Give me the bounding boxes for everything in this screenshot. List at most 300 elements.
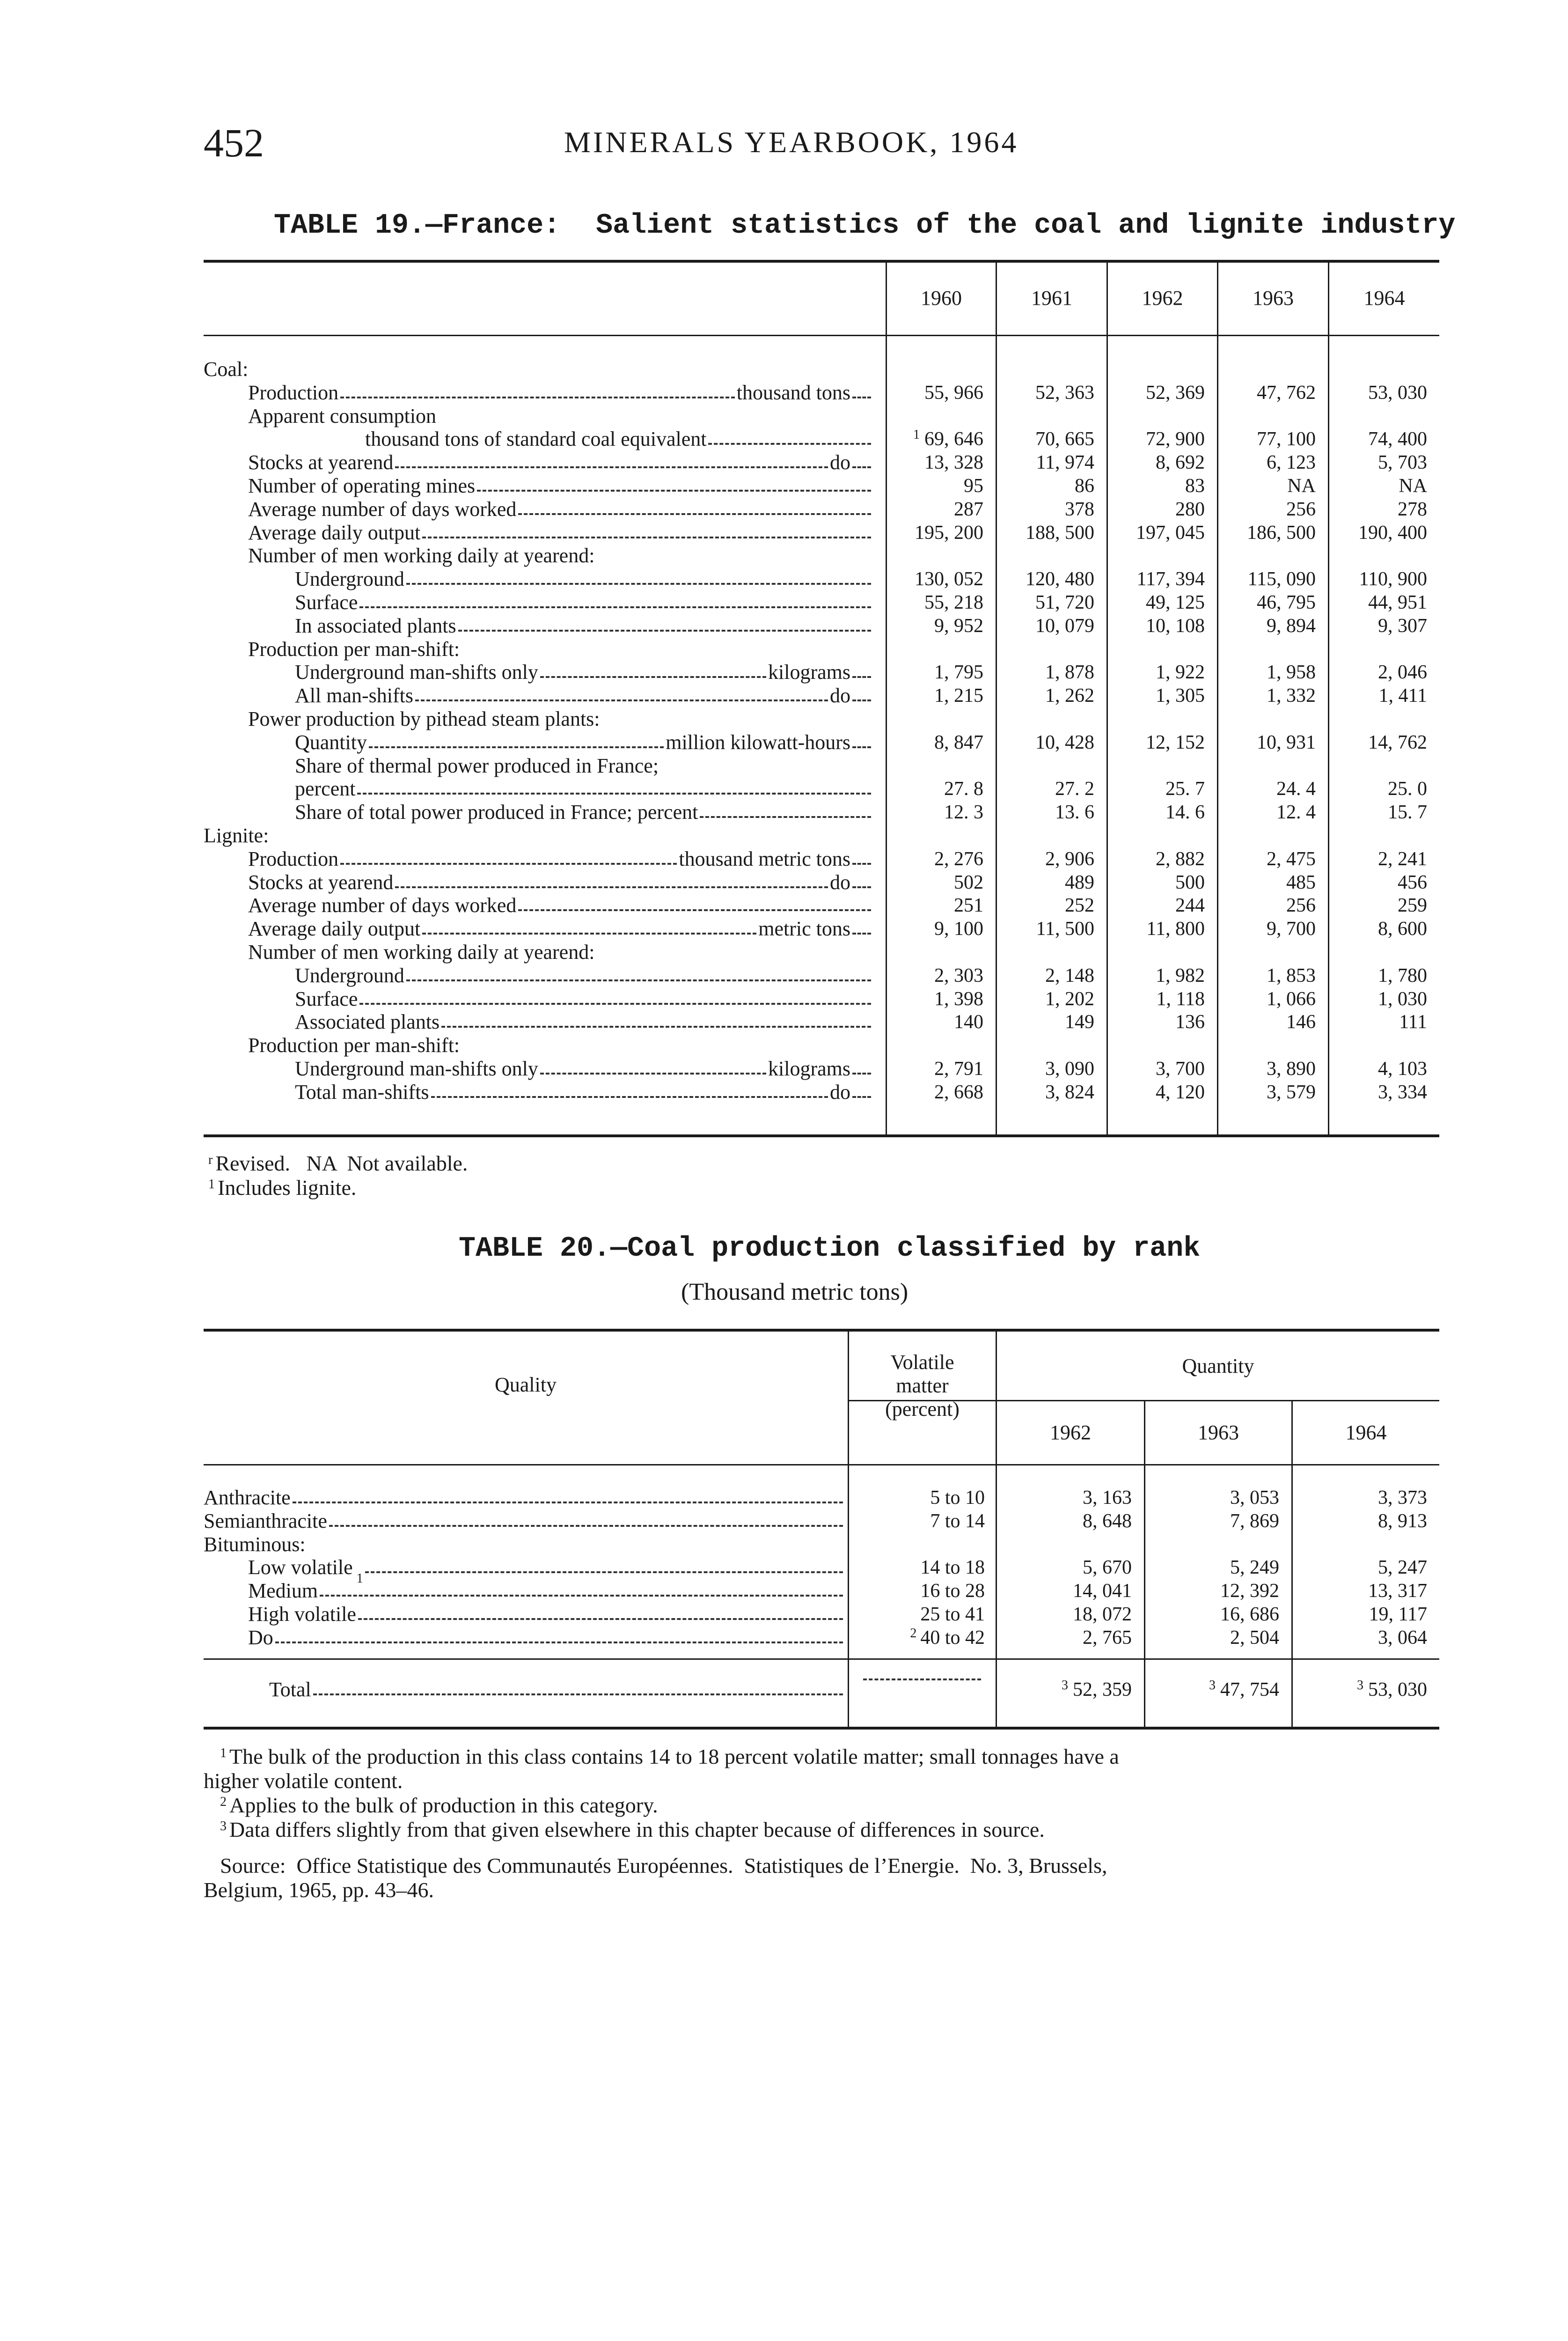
table-row (204, 568, 1439, 590)
table-row (204, 591, 1439, 614)
row-unit: metric tons (758, 917, 850, 940)
value-cell-1960: 13, 328 (924, 452, 983, 473)
table-row (204, 964, 1439, 987)
value-cell-1962: 72, 900 (1146, 428, 1205, 450)
value-cell-1961: 3, 090 (1045, 1058, 1094, 1080)
value-cell-1960: 287 (954, 499, 983, 520)
row-label (248, 894, 873, 917)
row-label-text: All man-shifts (295, 684, 413, 707)
value-cell-1964: 2, 241 (1378, 848, 1427, 870)
value-cell-1963: NA (1287, 475, 1316, 497)
dot-leader (852, 466, 871, 468)
row-label-text: Production (248, 847, 339, 870)
section-heading (204, 1533, 1439, 1556)
value-cell-1963: 3, 579 (1267, 1082, 1316, 1103)
journal-title: MINERALS YEARBOOK, 1964 (564, 125, 1019, 159)
row-label-text: thousand tons of standard coal equivalent (365, 427, 707, 450)
value-cell-1962: 49, 125 (1146, 592, 1205, 613)
dot-leader (852, 397, 871, 398)
dot-leader (852, 699, 871, 701)
table19-body (204, 358, 1439, 1131)
table-row (204, 1510, 1439, 1532)
value-cell-1963: 186, 500 (1247, 522, 1316, 544)
row-label (248, 498, 873, 521)
value-cell-1964: 456 (1398, 872, 1427, 893)
quantity-cell-1962: 2, 765 (1083, 1627, 1132, 1649)
table19-head-rule (204, 335, 1439, 336)
table-row (204, 475, 1439, 497)
volatile-cell (849, 1627, 985, 1649)
volatile-cell: 7 to 14 (930, 1510, 985, 1532)
section-heading (204, 708, 1439, 730)
value-cell-1964: 44, 951 (1368, 592, 1427, 613)
row-label-text: Anthracite (204, 1486, 291, 1509)
value-cell-1962: 1, 982 (1156, 965, 1205, 986)
year-header-1961: 1961 (1031, 287, 1072, 309)
value-cell-1961: 27. 2 (1055, 778, 1094, 800)
value-cell-1963: 256 (1286, 895, 1316, 916)
quantity-cell-1963: 2, 504 (1230, 1627, 1279, 1649)
table-row (204, 428, 1439, 450)
row-label (295, 661, 873, 684)
quantity-cell-1962: 18, 072 (1073, 1604, 1132, 1625)
quantity-cell-1964: 3, 373 (1378, 1487, 1427, 1509)
row-label (204, 1533, 845, 1556)
row-label-text: Underground (295, 964, 404, 987)
section-heading (204, 405, 1439, 427)
value-cell-1961: 10, 428 (1035, 732, 1094, 753)
dot-leader (863, 1678, 981, 1680)
value-cell-1961: 11, 974 (1036, 452, 1094, 473)
value-cell-1962: 500 (1175, 872, 1205, 893)
row-label (248, 475, 873, 497)
value-cell-1961: 120, 480 (1026, 568, 1094, 590)
dot-leader (406, 979, 871, 981)
row-label-text: Semianthracite (204, 1509, 327, 1532)
table-row (204, 451, 1439, 474)
row-label-text: Average daily output (248, 521, 421, 544)
table19-caption (274, 210, 1455, 242)
table-row (204, 498, 1439, 521)
value-cell-1961: 52, 363 (1035, 382, 1094, 404)
row-label (248, 545, 873, 567)
value-cell-1963: 1, 332 (1267, 685, 1316, 707)
dot-leader (357, 793, 871, 795)
footnote (220, 1745, 1119, 1768)
dot-leader (422, 537, 871, 538)
value-cell-1962: 117, 394 (1136, 568, 1205, 590)
row-label (248, 918, 873, 940)
table19-caption-title: Salient statistics of the coal and lignite industry (596, 210, 1456, 242)
total-cell-1962 (997, 1678, 1132, 1701)
dot-leader (365, 1571, 843, 1573)
table-row (204, 1487, 1439, 1509)
value-cell-1964: 3, 334 (1378, 1082, 1427, 1103)
section-heading (204, 358, 1439, 381)
value-cell-1963: 47, 762 (1257, 382, 1316, 404)
table-row (204, 871, 1439, 894)
value-cell-1964: 1, 780 (1378, 965, 1427, 986)
value-cell-1960: 8, 847 (934, 732, 983, 753)
value-cell-1964: 5, 703 (1378, 452, 1427, 473)
value-cell-1960: 2, 791 (934, 1058, 983, 1080)
value-text: 53, 030 (1368, 1679, 1427, 1701)
row-label-text: Number of operating mines (248, 474, 476, 497)
row-unit: thousand metric tons (679, 847, 850, 870)
value-cell-1961: 1, 202 (1045, 988, 1094, 1010)
row-label (248, 1603, 845, 1626)
row-label (204, 1487, 845, 1509)
dot-leader (518, 909, 871, 911)
footnote-ref: 3 (1357, 1678, 1363, 1693)
table19-caption-label: TABLE 19.—France: (274, 210, 561, 242)
row-label-text: Stocks at yearend (248, 871, 394, 894)
value-cell-1961: 188, 500 (1026, 522, 1094, 544)
page-number: 452 (204, 120, 264, 165)
value-cell-1963: 10, 931 (1257, 732, 1316, 753)
row-label (204, 1510, 845, 1532)
dot-leader (852, 863, 871, 865)
row-label (248, 451, 873, 474)
total-label (269, 1678, 845, 1701)
row-label-text: Stocks at yearend (248, 451, 394, 474)
value-cell-1964: 53, 030 (1368, 382, 1427, 404)
value-cell-1961: 1, 878 (1045, 662, 1094, 683)
volatile-header-line: (percent) (885, 1398, 960, 1421)
value-cell-1963: 115, 090 (1247, 568, 1316, 590)
row-label-text: Production (248, 381, 339, 404)
table-row (204, 918, 1439, 940)
dot-leader (395, 886, 828, 888)
volatile-cell: 25 to 41 (920, 1604, 985, 1625)
table-row (204, 848, 1439, 870)
row-label (248, 638, 873, 661)
section-heading (204, 1034, 1439, 1057)
row-label-text: Production per man-shift: (248, 638, 460, 661)
footnote (220, 1794, 658, 1817)
value-cell-1963: 1, 066 (1267, 988, 1316, 1010)
value-cell-1961: 489 (1065, 872, 1094, 893)
value-cell-1962: 197, 045 (1136, 522, 1205, 544)
value-cell-1960: 1, 398 (934, 988, 983, 1010)
table-row (204, 988, 1439, 1010)
dot-leader (477, 490, 871, 492)
row-label-text: Average number of days worked (248, 894, 517, 917)
value-cell-1962: 12, 152 (1146, 732, 1205, 753)
footnote-text: higher volatile content. (204, 1769, 403, 1793)
dot-leader (369, 746, 664, 748)
dot-leader (852, 676, 871, 678)
value-cell-1961: 86 (1075, 475, 1094, 497)
table20-volatile-header (849, 1351, 996, 1421)
dot-leader (359, 606, 871, 608)
dot-leader (852, 886, 871, 888)
value-cell-1960: 55, 966 (924, 382, 983, 404)
table20-top-rule (204, 1329, 1439, 1332)
row-label (204, 825, 873, 847)
value-cell-1961: 13. 6 (1055, 802, 1094, 823)
value-cell-1963: 1, 958 (1267, 662, 1316, 683)
dot-leader (313, 1693, 843, 1695)
quantity-cell-1962: 8, 648 (1083, 1510, 1132, 1532)
row-unit: do (830, 451, 850, 474)
footnote-text: The bulk of the production in this class contains 14 to 18 percent volatile matter; small tonnages have a (229, 1745, 1119, 1768)
footnote-text: Revised. NA Not available. (215, 1151, 468, 1175)
row-label-text: Share of thermal power produced in France; (295, 754, 659, 777)
row-label (295, 731, 873, 754)
row-unit: do (830, 1081, 850, 1104)
row-label-text: Underground man-shifts only (295, 661, 538, 684)
total-row (204, 1678, 1439, 1701)
section-heading (204, 941, 1439, 964)
value-cell-1962: 1, 922 (1156, 662, 1205, 683)
dot-leader (320, 1595, 843, 1597)
table-row (204, 894, 1439, 917)
dot-leader (441, 1026, 871, 1028)
volatile-cell: 16 to 28 (920, 1580, 985, 1602)
row-label-text: Surface (295, 591, 358, 614)
footnote (208, 1176, 356, 1200)
dot-leader (852, 1096, 871, 1098)
row-label-text: Low volatile (248, 1556, 353, 1579)
volatile-header-line: Volatile (890, 1351, 954, 1374)
row-unit: thousand tons (736, 381, 850, 404)
table-row (204, 661, 1439, 684)
table-row (204, 778, 1439, 800)
dot-leader (358, 1618, 843, 1620)
value-cell-1964: 2, 046 (1378, 662, 1427, 683)
section-heading (204, 755, 1439, 777)
dot-leader (340, 863, 677, 865)
value-cell-1964: 14, 762 (1368, 732, 1427, 753)
footnote-mark: 1 (220, 1746, 227, 1760)
quantity-cell-1964: 13, 317 (1368, 1580, 1427, 1602)
value-cell-1963: 485 (1286, 872, 1316, 893)
quantity-year-1962: 1962 (1050, 1421, 1091, 1444)
row-label (248, 848, 873, 870)
section-heading (204, 638, 1439, 661)
row-label (248, 405, 873, 427)
row-label (295, 615, 873, 637)
table20-caption: TABLE 20.—Coal production classified by rank (459, 1233, 1201, 1265)
value-cell-1960 (887, 428, 983, 450)
row-label-text: Average daily output (248, 917, 421, 940)
table20-quality-header: Quality (495, 1373, 557, 1396)
value-cell-1961: 149 (1065, 1011, 1094, 1033)
row-label-text: Share of total power produced in France; percent (295, 801, 698, 824)
dot-leader (431, 1096, 828, 1098)
value-cell-1964: 15. 7 (1388, 802, 1427, 823)
row-label-text: Average number of days worked (248, 498, 517, 521)
value-cell-1961: 2, 148 (1045, 965, 1094, 986)
value-cell-1964: 259 (1398, 895, 1427, 916)
row-label: Low volatile 1 (248, 1556, 845, 1579)
value-cell-1964: 1, 411 (1378, 685, 1427, 707)
value-text: 40 to 42 (920, 1627, 985, 1649)
value-cell-1964: 8, 600 (1378, 918, 1427, 940)
quantity-cell-1962: 3, 163 (1083, 1487, 1132, 1509)
quantity-cell-1964: 3, 064 (1378, 1627, 1427, 1649)
row-label (295, 591, 873, 614)
value-cell-1963: 77, 100 (1257, 428, 1316, 450)
row-label-text: Quantity (295, 731, 367, 754)
year-header-1964: 1964 (1363, 287, 1405, 309)
value-cell-1960: 9, 952 (934, 615, 983, 637)
row-label (295, 778, 873, 800)
value-cell-1963: 24. 4 (1276, 778, 1316, 800)
row-label-text: Medium (248, 1579, 318, 1602)
table20-subcaption: (Thousand metric tons) (681, 1279, 909, 1305)
source-line: Belgium, 1965, pp. 43–46. (204, 1878, 434, 1902)
table-row (204, 522, 1439, 544)
value-cell-1960: 12. 3 (944, 802, 983, 823)
row-label-text: Surface (295, 987, 358, 1010)
row-label-text: Number of men working daily at yearend: (248, 941, 595, 964)
dot-leader (293, 1502, 843, 1503)
table20-quantity-header: Quantity (1182, 1355, 1254, 1377)
value-cell-1960: 2, 303 (934, 965, 983, 986)
quantity-cell-1963: 3, 053 (1230, 1487, 1279, 1509)
value-cell-1960: 140 (954, 1011, 983, 1033)
table-row (204, 1556, 1439, 1586)
quantity-cell-1964: 5, 247 (1378, 1557, 1427, 1578)
dot-leader (540, 676, 766, 678)
row-label (295, 801, 873, 824)
value-cell-1962: 1, 305 (1156, 685, 1205, 707)
footnote-text: Data differs slightly from that given elsewhere in this chapter because of differences in source. (229, 1818, 1045, 1841)
row-label-text: In associated plants (295, 614, 456, 637)
footnote-ref: 3 (1209, 1678, 1216, 1693)
row-unit: kilograms (768, 1057, 850, 1080)
footnote (208, 1152, 468, 1175)
row-label-text: Production per man-shift: (248, 1034, 460, 1057)
table-row (204, 731, 1439, 754)
row-label-text: Total man-shifts (295, 1081, 429, 1104)
dot-leader (458, 630, 871, 632)
value-cell-1963: 256 (1286, 499, 1316, 520)
year-header-1960: 1960 (921, 287, 962, 309)
value-cell-1960: 1, 795 (934, 662, 983, 683)
value-cell-1961: 3, 824 (1045, 1082, 1094, 1103)
value-cell-1961: 378 (1065, 499, 1094, 520)
row-label-text: Number of men working daily at yearend: (248, 544, 595, 567)
row-label (295, 1081, 873, 1104)
quantity-cell-1962: 5, 670 (1083, 1557, 1132, 1578)
footnote-mark: 3 (220, 1819, 227, 1833)
table-row (204, 1058, 1439, 1080)
dot-leader (275, 1642, 843, 1643)
table19-bottom-rule (204, 1134, 1439, 1137)
dot-leader (422, 933, 756, 935)
dot-leader (700, 816, 871, 818)
value-cell-1960: 251 (954, 895, 983, 916)
footnote-ref: 2 (910, 1626, 917, 1641)
table-row (204, 1580, 1439, 1602)
value-cell-1962: 83 (1185, 475, 1205, 497)
value-cell-1962: 25. 7 (1165, 778, 1205, 800)
value-cell-1964: 4, 103 (1378, 1058, 1427, 1080)
value-text: 69, 646 (924, 428, 983, 450)
value-cell-1963: 6, 123 (1267, 452, 1316, 473)
row-label (295, 1058, 873, 1080)
table-row (204, 801, 1439, 824)
table-row (204, 1603, 1439, 1626)
table20-body (204, 1487, 1439, 1721)
value-cell-1960: 1, 215 (934, 685, 983, 707)
value-cell-1963: 9, 700 (1267, 918, 1316, 940)
value-cell-1961: 70, 665 (1035, 428, 1094, 450)
row-label (248, 522, 873, 544)
value-cell-1961: 10, 079 (1035, 615, 1094, 637)
value-cell-1964: 278 (1398, 499, 1427, 520)
row-label (295, 1011, 873, 1033)
value-cell-1962: 14. 6 (1165, 802, 1205, 823)
row-label (295, 988, 873, 1010)
value-cell-1964: NA (1399, 475, 1427, 497)
row-label-text: Underground (295, 567, 404, 590)
year-header-1963: 1963 (1253, 287, 1294, 309)
footnote (220, 1818, 1045, 1841)
dot-leader (329, 1525, 843, 1527)
row-label-text: Underground man-shifts only (295, 1057, 538, 1080)
value-cell-1962: 244 (1175, 895, 1205, 916)
dot-leader (540, 1073, 766, 1075)
row-label (248, 941, 873, 964)
row-label-text: High volatile (248, 1603, 356, 1626)
value-cell-1961: 1, 262 (1045, 685, 1094, 707)
row-label (248, 708, 873, 730)
quantity-cell-1963: 7, 869 (1230, 1510, 1279, 1532)
row-label-text: Power production by pithead steam plants: (248, 707, 600, 730)
dot-leader (708, 443, 871, 445)
value-cell-1964: 9, 307 (1378, 615, 1427, 637)
source-line: Source: Office Statistique des Communautés Européennes. Statistiques de l’Energie. No. 3, Brussels, (220, 1854, 1107, 1877)
table-row (204, 382, 1439, 404)
row-label-text: Do (248, 1626, 273, 1649)
dot-leader (359, 1003, 871, 1005)
value-cell-1964: 25. 0 (1388, 778, 1427, 800)
row-label-text: Apparent consumption (248, 405, 437, 427)
total-cell-1964 (1293, 1678, 1427, 1701)
quantity-cell-1964: 8, 913 (1378, 1510, 1427, 1532)
value-cell-1961: 51, 720 (1035, 592, 1094, 613)
quantity-year-1963: 1963 (1198, 1421, 1239, 1444)
table-row (204, 685, 1439, 707)
table-row (204, 1081, 1439, 1104)
value-text: 52, 359 (1073, 1679, 1132, 1701)
value-cell-1961: 11, 500 (1036, 918, 1094, 940)
value-text: 47, 754 (1220, 1679, 1279, 1701)
volatile-header-line: matter (896, 1374, 949, 1397)
row-label (295, 964, 873, 987)
footnote-mark: r (208, 1153, 213, 1167)
value-cell-1961: 2, 906 (1045, 848, 1094, 870)
value-cell-1962: 4, 120 (1156, 1082, 1205, 1103)
volatile-cell: 5 to 10 (930, 1487, 985, 1509)
value-cell-1960: 27. 8 (944, 778, 983, 800)
value-cell-1963: 3, 890 (1267, 1058, 1316, 1080)
quantity-cell-1963: 12, 392 (1220, 1580, 1279, 1602)
value-cell-1960: 55, 218 (924, 592, 983, 613)
row-label (204, 358, 873, 381)
value-cell-1963: 146 (1286, 1011, 1316, 1033)
value-cell-1962: 10, 108 (1146, 615, 1205, 637)
value-cell-1960: 95 (964, 475, 983, 497)
footnote (204, 1769, 403, 1793)
value-cell-1964: 74, 400 (1368, 428, 1427, 450)
quantity-year-1964: 1964 (1345, 1421, 1387, 1444)
row-label-text: Associated plants (295, 1010, 440, 1033)
